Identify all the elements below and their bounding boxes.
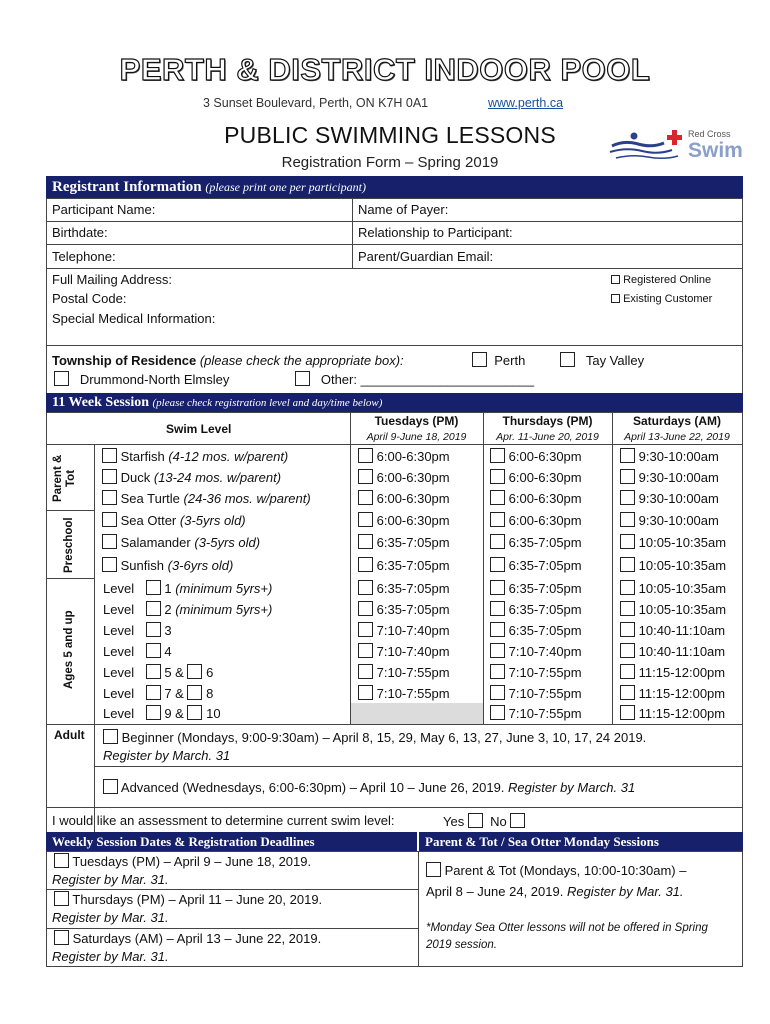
other-checkbox[interactable] bbox=[295, 371, 310, 386]
level-a-checkbox[interactable] bbox=[146, 685, 161, 700]
thu-time-checkbox[interactable] bbox=[490, 601, 505, 616]
weekly-thursday-checkbox[interactable] bbox=[54, 891, 69, 906]
level-checkbox[interactable] bbox=[102, 448, 117, 463]
sat-time-checkbox[interactable] bbox=[620, 557, 635, 572]
sat-time-label: 9:30-10:00am bbox=[638, 470, 719, 485]
tue-time-cell bbox=[358, 490, 450, 506]
level-note: (3-5yrs old) bbox=[179, 513, 246, 528]
sat-time-label: 11:15-12:00pm bbox=[638, 665, 726, 680]
level-note: (24-36 mos. w/parent) bbox=[183, 491, 311, 506]
sat-time-cell bbox=[620, 622, 725, 638]
other-field[interactable]: Other: ________________________ bbox=[320, 372, 535, 387]
adult-advanced-register: Register by March. 31 bbox=[508, 780, 636, 795]
level-name: Salamander bbox=[120, 535, 191, 550]
weekly-thursday-register: Register by Mar. 31. bbox=[52, 910, 169, 925]
telephone-field[interactable]: Telephone: bbox=[52, 249, 116, 264]
sat-time-cell bbox=[620, 490, 719, 506]
level-b-label: 6 bbox=[206, 665, 214, 680]
tue-time-checkbox[interactable] bbox=[358, 664, 373, 679]
thu-time-cell bbox=[490, 469, 582, 485]
tue-time-cell bbox=[358, 534, 450, 550]
level-word: Level bbox=[103, 581, 135, 596]
level-a-checkbox[interactable] bbox=[146, 622, 161, 637]
sat-time-cell bbox=[620, 705, 725, 721]
thu-time-label: 6:00-6:30pm bbox=[508, 513, 582, 528]
thu-time-cell bbox=[490, 448, 582, 464]
sat-time-cell bbox=[620, 580, 726, 596]
level-note: (3-5yrs old) bbox=[194, 535, 261, 550]
thu-time-label: 6:35-7:05pm bbox=[508, 602, 582, 617]
tue-time-cell bbox=[358, 512, 450, 528]
thu-time-cell bbox=[490, 534, 582, 550]
level-name: Sunfish bbox=[120, 558, 164, 573]
monday-line2: April 8 – June 24, 2019. bbox=[426, 884, 564, 899]
level-a-checkbox[interactable] bbox=[146, 705, 161, 720]
level-word: Level bbox=[103, 665, 135, 680]
thu-time-label: 7:10-7:55pm bbox=[508, 706, 582, 721]
registered-online-label: Registered Online bbox=[623, 274, 712, 286]
level-word: Level bbox=[103, 706, 135, 721]
tue-time-cell bbox=[358, 448, 450, 464]
level-checkbox[interactable] bbox=[102, 469, 117, 484]
level-checkbox[interactable] bbox=[102, 534, 117, 549]
tue-time-checkbox[interactable] bbox=[358, 448, 373, 463]
level-row-3 bbox=[102, 512, 246, 528]
weekly-saturday-checkbox[interactable] bbox=[54, 930, 69, 945]
thu-time-label: 7:10-7:40pm bbox=[508, 644, 582, 659]
session-title: 11 Week Session bbox=[52, 395, 149, 410]
weekly-thursday-label: Thursdays (PM) – April 11 – June 20, 2019. bbox=[72, 892, 323, 907]
pool-title: PERTH & DISTRICT INDOOR POOL bbox=[119, 52, 651, 87]
thu-time-cell bbox=[490, 601, 582, 617]
level-checkbox[interactable] bbox=[102, 512, 117, 527]
level-a-checkbox[interactable] bbox=[146, 643, 161, 658]
level-row-num-5 bbox=[103, 685, 213, 701]
adult-advanced-checkbox[interactable] bbox=[103, 779, 118, 794]
weekly-saturday-label: Saturdays (AM) – April 13 – June 22, 2019. bbox=[72, 931, 322, 946]
level-note: (3-6yrs old) bbox=[167, 558, 234, 573]
email-field[interactable]: Parent/Guardian Email: bbox=[358, 249, 494, 264]
level-row-num-0 bbox=[103, 580, 272, 596]
township-label: Township of Residence bbox=[52, 353, 197, 368]
tue-time-cell bbox=[358, 643, 450, 659]
perth-label: Perth bbox=[494, 353, 526, 368]
level-word: Level bbox=[103, 623, 135, 638]
level-row-num-6 bbox=[103, 705, 221, 721]
sat-time-label: 9:30-10:00am bbox=[638, 491, 719, 506]
form-subheading: Registration Form – Spring 2019 bbox=[281, 154, 499, 171]
sat-time-checkbox[interactable] bbox=[620, 685, 635, 700]
thu-time-checkbox[interactable] bbox=[490, 643, 505, 658]
level-checkbox[interactable] bbox=[102, 490, 117, 505]
postal-code-field[interactable]: Postal Code: bbox=[52, 291, 127, 306]
level-note: (4-12 mos. w/parent) bbox=[168, 449, 289, 464]
tue-time-checkbox[interactable] bbox=[358, 580, 373, 595]
thu-time-cell bbox=[490, 643, 582, 659]
thu-time-label: 6:00-6:30pm bbox=[508, 449, 582, 464]
thu-time-checkbox[interactable] bbox=[490, 705, 505, 720]
sat-time-checkbox[interactable] bbox=[620, 664, 635, 679]
level-b-checkbox[interactable] bbox=[187, 685, 202, 700]
logo-text-swim: Swim bbox=[688, 139, 743, 162]
weekly-tuesday-checkbox[interactable] bbox=[54, 853, 69, 868]
assessment-no-checkbox[interactable] bbox=[510, 813, 525, 828]
monday-note: *Monday Sea Otter lessons will not be offered in Spring 2019 session. bbox=[426, 922, 708, 951]
tue-time-checkbox[interactable] bbox=[358, 601, 373, 616]
tue-time-checkbox[interactable] bbox=[358, 512, 373, 527]
level-b-label: 10 bbox=[206, 706, 221, 721]
sat-time-cell bbox=[620, 685, 725, 701]
thu-time-cell bbox=[490, 664, 582, 680]
level-row-num-1 bbox=[103, 601, 272, 617]
level-a-label: 5 & bbox=[164, 665, 184, 680]
monday-register: Register by Mar. 31. bbox=[566, 884, 684, 899]
tuesday-dates: April 9-June 18, 2019 bbox=[366, 431, 467, 443]
level-row-2 bbox=[102, 490, 311, 506]
level-name: Sea Turtle bbox=[120, 491, 180, 506]
level-a-label: 9 & bbox=[164, 706, 184, 721]
group-adult: Adult bbox=[54, 728, 85, 742]
level-a-label: 4 bbox=[164, 644, 172, 659]
sat-time-label: 11:15-12:00pm bbox=[638, 686, 726, 701]
level-row-5 bbox=[102, 557, 233, 573]
sat-time-checkbox[interactable] bbox=[620, 622, 635, 637]
thu-time-checkbox[interactable] bbox=[490, 469, 505, 484]
level-note: (13-24 mos. w/parent) bbox=[153, 470, 282, 485]
website-link[interactable]: www.perth.ca bbox=[488, 96, 564, 110]
session-note: (please check registration level and day/time below) bbox=[152, 397, 383, 409]
level-b-checkbox[interactable] bbox=[187, 705, 202, 720]
tuesday-unavailable-cell bbox=[351, 703, 483, 724]
thu-time-checkbox[interactable] bbox=[490, 448, 505, 463]
registrant-note: (please print one per participant) bbox=[205, 180, 366, 194]
tue-time-label: 6:35-7:05pm bbox=[376, 602, 450, 617]
level-note: (minimum 5yrs+) bbox=[175, 581, 273, 596]
sat-time-cell bbox=[620, 448, 719, 464]
weekly-section-header: Weekly Session Dates & Registration Deadlines bbox=[46, 832, 417, 851]
sat-time-cell bbox=[620, 557, 726, 573]
drummond-checkbox[interactable] bbox=[54, 371, 69, 386]
tue-time-checkbox[interactable] bbox=[358, 557, 373, 572]
tue-time-checkbox[interactable] bbox=[358, 490, 373, 505]
tue-time-cell bbox=[358, 557, 450, 573]
thu-time-checkbox[interactable] bbox=[490, 557, 505, 572]
thu-time-cell bbox=[490, 685, 582, 701]
level-row-1 bbox=[102, 469, 281, 485]
thu-time-label: 6:35-7:05pm bbox=[508, 623, 582, 638]
sat-time-cell bbox=[620, 601, 726, 617]
level-word: Level bbox=[103, 686, 135, 701]
saturday-dates: April 13-June 22, 2019 bbox=[624, 431, 730, 443]
sat-time-label: 10:05-10:35am bbox=[638, 535, 727, 550]
level-word: Level bbox=[103, 602, 135, 617]
level-row-0 bbox=[102, 448, 288, 464]
sat-time-label: 10:05-10:35am bbox=[638, 602, 727, 617]
participant-name-field[interactable]: Participant Name: bbox=[52, 202, 156, 217]
thu-time-label: 7:10-7:55pm bbox=[508, 686, 582, 701]
thu-time-label: 6:35-7:05pm bbox=[508, 581, 582, 596]
tue-time-checkbox[interactable] bbox=[358, 469, 373, 484]
monday-parent-tot-checkbox[interactable] bbox=[426, 862, 441, 877]
sat-time-label: 10:05-10:35am bbox=[638, 558, 727, 573]
tue-time-label: 6:00-6:30pm bbox=[376, 513, 450, 528]
relationship-field[interactable]: Relationship to Participant: bbox=[358, 225, 513, 240]
level-a-checkbox[interactable] bbox=[146, 580, 161, 595]
sat-time-label: 10:05-10:35am bbox=[638, 581, 727, 596]
assessment-yes-checkbox[interactable] bbox=[468, 813, 483, 828]
sat-time-checkbox[interactable] bbox=[620, 705, 635, 720]
tue-time-checkbox[interactable] bbox=[358, 622, 373, 637]
assessment-yes-label: Yes bbox=[443, 814, 465, 829]
assessment-label: I would like an assessment to determine current swim level: bbox=[52, 813, 395, 828]
sat-time-checkbox[interactable] bbox=[620, 643, 635, 658]
sat-time-cell bbox=[620, 643, 725, 659]
sat-time-cell bbox=[620, 512, 719, 528]
level-row-num-2 bbox=[103, 622, 172, 638]
tue-time-cell bbox=[358, 601, 450, 617]
thu-time-checkbox[interactable] bbox=[490, 664, 505, 679]
tay-valley-label: Tay Valley bbox=[585, 353, 645, 368]
assessment-no-label: No bbox=[490, 814, 507, 829]
tue-time-label: 6:35-7:05pm bbox=[376, 558, 450, 573]
payer-name-field[interactable]: Name of Payer: bbox=[358, 202, 449, 217]
thu-time-checkbox[interactable] bbox=[490, 685, 505, 700]
medical-info-field[interactable]: Special Medical Information: bbox=[52, 311, 216, 326]
existing-customer-label: Existing Customer bbox=[623, 293, 713, 305]
sat-time-checkbox[interactable] bbox=[620, 534, 635, 549]
level-b-label: 8 bbox=[206, 686, 214, 701]
level-a-checkbox[interactable] bbox=[146, 664, 161, 679]
saturday-header: Saturdays (AM) bbox=[632, 414, 721, 428]
sat-time-checkbox[interactable] bbox=[620, 601, 635, 616]
level-a-label: 3 bbox=[164, 623, 172, 638]
weekly-tuesday-label: Tuesdays (PM) – April 9 – June 18, 2019. bbox=[72, 854, 312, 869]
level-word: Level bbox=[103, 644, 135, 659]
perth-checkbox[interactable] bbox=[472, 352, 487, 367]
tue-time-label: 6:35-7:05pm bbox=[376, 581, 450, 596]
registrant-title: Registrant Information bbox=[52, 179, 202, 195]
adult-advanced-label: Advanced (Wednesdays, 6:00-6:30pm) – April 10 – June 26, 2019. bbox=[120, 780, 505, 795]
level-a-label: 1 bbox=[164, 581, 172, 596]
adult-beginner-register: Register by March. 31 bbox=[103, 748, 231, 763]
thu-time-checkbox[interactable] bbox=[490, 534, 505, 549]
sat-time-label: 9:30-10:00am bbox=[638, 449, 719, 464]
tue-time-cell bbox=[358, 622, 450, 638]
tue-time-cell bbox=[358, 685, 450, 701]
level-row-4 bbox=[102, 534, 260, 550]
thu-time-cell bbox=[490, 622, 582, 638]
sat-time-cell bbox=[620, 664, 725, 680]
tue-time-checkbox[interactable] bbox=[358, 685, 373, 700]
sat-time-checkbox[interactable] bbox=[620, 490, 635, 505]
registrant-section-header bbox=[46, 176, 743, 198]
township-row bbox=[52, 353, 404, 368]
level-a-label: 7 & bbox=[164, 686, 184, 701]
sat-time-cell bbox=[620, 469, 719, 485]
level-note: (minimum 5yrs+) bbox=[175, 602, 273, 617]
mailing-address-field[interactable]: Full Mailing Address: bbox=[52, 272, 172, 287]
tue-time-label: 6:00-6:30pm bbox=[376, 449, 450, 464]
session-section-header bbox=[46, 393, 743, 412]
level-row-num-3 bbox=[103, 643, 172, 659]
township-note: (please check the appropriate box): bbox=[199, 353, 404, 368]
group-parent-tot: Parent & Tot bbox=[52, 454, 77, 502]
tue-time-label: 6:00-6:30pm bbox=[376, 491, 450, 506]
level-name: Duck bbox=[120, 470, 151, 485]
thu-time-checkbox[interactable] bbox=[490, 622, 505, 637]
thu-time-cell bbox=[490, 705, 582, 721]
sat-time-label: 11:15-12:00pm bbox=[638, 706, 726, 721]
thu-time-label: 6:00-6:30pm bbox=[508, 491, 582, 506]
thursday-header: Thursdays (PM) bbox=[502, 414, 593, 428]
level-checkbox[interactable] bbox=[102, 557, 117, 572]
level-b-checkbox[interactable] bbox=[187, 664, 202, 679]
monday-section-header: Parent & Tot / Sea Otter Monday Sessions bbox=[419, 832, 743, 851]
group-preschool: Preschool bbox=[63, 517, 75, 573]
sat-time-checkbox[interactable] bbox=[620, 512, 635, 527]
thu-time-cell bbox=[490, 490, 582, 506]
sat-time-checkbox[interactable] bbox=[620, 448, 635, 463]
sat-time-checkbox[interactable] bbox=[620, 580, 635, 595]
tue-time-label: 7:10-7:40pm bbox=[376, 623, 450, 638]
swim-level-header: Swim Level bbox=[166, 422, 232, 436]
tue-time-checkbox[interactable] bbox=[358, 643, 373, 658]
tay-valley-checkbox[interactable] bbox=[560, 352, 575, 367]
birthdate-field[interactable]: Birthdate: bbox=[52, 225, 108, 240]
level-row-num-4 bbox=[103, 664, 213, 680]
tue-time-label: 7:10-7:40pm bbox=[376, 644, 450, 659]
tue-time-label: 6:00-6:30pm bbox=[376, 470, 450, 485]
address: 3 Sunset Boulevard, Perth, ON K7H 0A1 bbox=[203, 96, 429, 110]
drummond-label: Drummond-North Elmsley bbox=[79, 372, 230, 387]
sat-time-label: 10:40-11:10am bbox=[638, 623, 726, 638]
sat-time-cell bbox=[620, 534, 726, 550]
thu-time-cell bbox=[490, 557, 582, 573]
tue-time-cell bbox=[358, 469, 450, 485]
thu-time-cell bbox=[490, 580, 582, 596]
tue-time-checkbox[interactable] bbox=[358, 534, 373, 549]
thu-time-label: 6:35-7:05pm bbox=[508, 558, 582, 573]
tue-time-cell bbox=[358, 664, 450, 680]
thu-time-cell bbox=[490, 512, 582, 528]
group-ages-5-up: Ages 5 and up bbox=[63, 610, 75, 690]
sat-time-checkbox[interactable] bbox=[620, 469, 635, 484]
thu-time-label: 7:10-7:55pm bbox=[508, 665, 582, 680]
level-a-checkbox[interactable] bbox=[146, 601, 161, 616]
registered-online-checkbox[interactable] bbox=[611, 275, 620, 284]
tue-time-label: 7:10-7:55pm bbox=[376, 665, 450, 680]
form-heading: PUBLIC SWIMMING LESSONS bbox=[224, 122, 556, 148]
tuesday-header: Tuesdays (PM) bbox=[374, 414, 459, 428]
tue-time-label: 7:10-7:55pm bbox=[376, 686, 450, 701]
thursday-dates: Apr. 11-June 20, 2019 bbox=[496, 431, 599, 443]
thu-time-label: 6:35-7:05pm bbox=[508, 535, 582, 550]
existing-customer-checkbox[interactable] bbox=[611, 294, 620, 303]
thu-time-checkbox[interactable] bbox=[490, 580, 505, 595]
thu-time-checkbox[interactable] bbox=[490, 512, 505, 527]
tue-time-cell bbox=[358, 580, 450, 596]
level-name: Sea Otter bbox=[120, 513, 177, 528]
monday-line1: Parent & Tot (Mondays, 10:00-10:30am) – bbox=[444, 863, 687, 878]
weekly-saturday-register: Register by Mar. 31. bbox=[52, 949, 169, 964]
thu-time-label: 6:00-6:30pm bbox=[508, 470, 582, 485]
thu-time-checkbox[interactable] bbox=[490, 490, 505, 505]
weekly-tuesday-register: Register by Mar. 31. bbox=[52, 872, 169, 887]
adult-beginner-checkbox[interactable] bbox=[103, 729, 118, 744]
tue-time-label: 6:35-7:05pm bbox=[376, 535, 450, 550]
logo-text-red-cross: Red Cross bbox=[688, 129, 731, 139]
sat-time-label: 10:40-11:10am bbox=[638, 644, 726, 659]
sat-time-label: 9:30-10:00am bbox=[638, 513, 719, 528]
red-cross-swim-logo bbox=[608, 126, 743, 166]
adult-beginner-label: Beginner (Mondays, 9:00-9:30am) – April 8, 15, 29, May 6, 13, 27, June 3, 10, 17, 24 2019. bbox=[121, 730, 647, 745]
level-name: Starfish bbox=[120, 449, 165, 464]
level-a-label: 2 bbox=[164, 602, 172, 617]
